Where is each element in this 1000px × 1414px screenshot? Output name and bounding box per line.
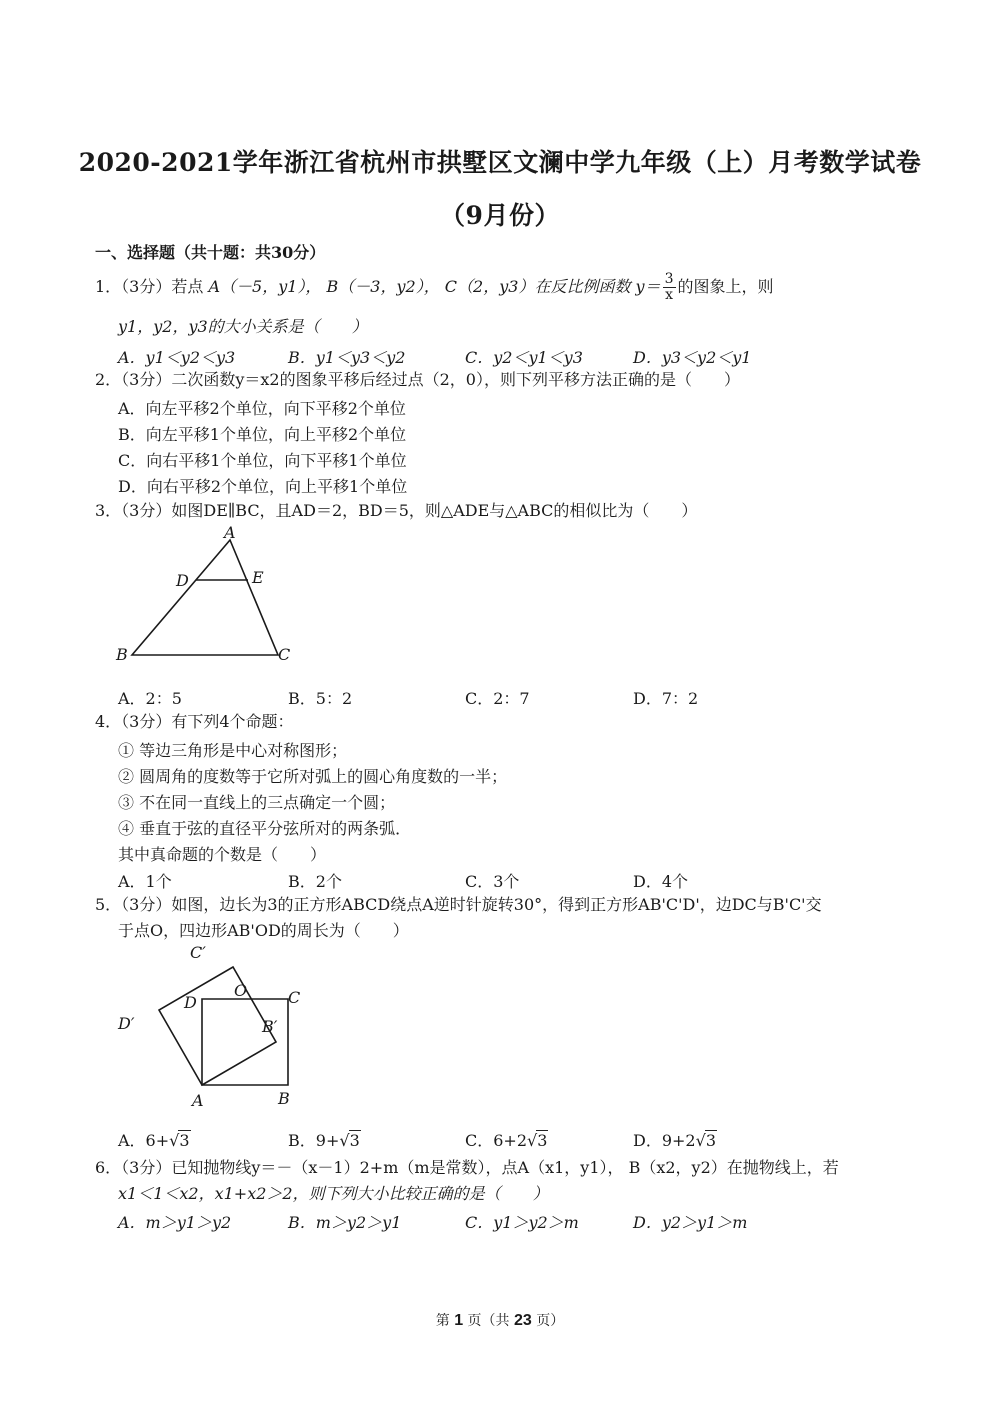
q6-option-b: B．m＞y2＞y1 bbox=[288, 1213, 402, 1232]
footer-post: 页） bbox=[536, 1313, 565, 1329]
label-a: A bbox=[192, 1091, 204, 1110]
q2-option-a: A．向左平移2个单位，向下平移2个单位 bbox=[118, 399, 406, 418]
label-c: C bbox=[288, 988, 301, 1007]
q1-function: y＝ bbox=[635, 277, 661, 296]
q4-statement-1: ① 等边三角形是中心对称图形； bbox=[118, 741, 348, 760]
section-heading: 一、选择题（共十题：共30分） bbox=[95, 243, 326, 262]
label-e: E bbox=[252, 568, 264, 587]
q4-statement-3: ③ 不在同一直线上的三点确定一个圆； bbox=[118, 793, 396, 812]
q3-option-c: C．2：7 bbox=[465, 689, 530, 708]
question-6-stem: 6．（3分）已知抛物线y＝－（x－1）2+m（m是常数），点A（x1，y1）， B（x2，y2）在抛物线上，若 bbox=[95, 1158, 839, 1177]
q6-option-d: D．y2＞y1＞m bbox=[633, 1213, 748, 1232]
question-4-stem: 4．（3分）有下列4个命题： bbox=[95, 712, 294, 731]
q3-option-a: A．2：5 bbox=[118, 689, 182, 708]
q3-option-d: D．7：2 bbox=[633, 689, 699, 708]
label-c-prime: C′ bbox=[190, 943, 206, 962]
q1-fraction bbox=[663, 272, 676, 303]
label-d: D bbox=[176, 571, 189, 590]
q4-statement-4: ④ 垂直于弦的直径平分弦所对的两条弧． bbox=[118, 819, 412, 838]
q4-option-b: B．2个 bbox=[288, 872, 342, 891]
page-subtitle: （9月份） bbox=[440, 201, 560, 230]
question-1-stem-cont: y1，y2，y3的大小关系是（ ） bbox=[118, 317, 368, 336]
page-title: 2020-2021学年浙江省杭州市拱墅区文澜中学九年级（上）月考数学试卷 bbox=[78, 148, 922, 177]
q6-option-a: A．m＞y1＞y2 bbox=[118, 1213, 232, 1232]
q4-option-d: D．4个 bbox=[633, 872, 689, 891]
q2-option-c: C．向右平移1个单位，向下平移1个单位 bbox=[118, 451, 407, 470]
q5-option-a: A．6+√3 bbox=[118, 1131, 190, 1150]
q1-frac-den: x bbox=[665, 287, 673, 303]
q1-option-b: B．y1＜y3＜y2 bbox=[288, 348, 406, 367]
question-1-stem bbox=[95, 272, 774, 303]
q5-option-b: B．9+√3 bbox=[288, 1131, 360, 1150]
question-6-stem-cont: x1＜1＜x2，x1+x2＞2，则下列大小比较正确的是（ ） bbox=[118, 1184, 549, 1203]
q5-option-c: C．6+2√3 bbox=[465, 1131, 548, 1150]
q3-triangle-figure bbox=[110, 520, 310, 670]
label-b: B bbox=[278, 1089, 290, 1108]
q1-option-d: D．y3＜y2＜y1 bbox=[633, 348, 752, 367]
q1-text-a: 1．（3分）若点 bbox=[95, 277, 204, 296]
q1-option-c: C．y2＜y1＜y3 bbox=[465, 348, 583, 367]
page-footer bbox=[0, 1310, 1000, 1330]
question-3-stem: 3．（3分）如图DE∥BC，且AD＝2，BD＝5，则△ADE与△ABC的相似比为（ ） bbox=[95, 501, 698, 520]
label-b: B bbox=[116, 645, 128, 664]
footer-mid: 页（共 bbox=[467, 1313, 510, 1329]
square-ab1c1d1 bbox=[159, 967, 276, 1085]
q4-statement-2: ② 圆周角的度数等于它所对弧上的圆心角度数的一半； bbox=[118, 767, 508, 786]
q6-option-c: C．y1＞y2＞m bbox=[465, 1213, 579, 1232]
q1-point-c: C（2，y3）在反比例函数 bbox=[444, 277, 631, 296]
label-b-prime: B′ bbox=[262, 1017, 278, 1036]
page-total: 23 bbox=[514, 1312, 532, 1329]
q3-option-b: B．5：2 bbox=[288, 689, 353, 708]
q1-point-a: A（－5，y1）， bbox=[208, 277, 322, 296]
question-5-stem-cont: 于点O，四边形AB'OD的周长为（ ） bbox=[118, 921, 409, 940]
q5-square-figure bbox=[110, 940, 330, 1112]
q1-option-a: A．y1＜y2＜y3 bbox=[118, 348, 236, 367]
q5-option-d: D．9+2√3 bbox=[633, 1131, 716, 1150]
question-2-stem: 2．（3分）二次函数y＝x2的图象平移后经过点（2，0），则下列平移方法正确的是（ ） bbox=[95, 370, 740, 389]
q2-option-b: B．向左平移1个单位，向上平移2个单位 bbox=[118, 425, 407, 444]
q2-option-d: D．向右平移2个单位，向上平移1个单位 bbox=[118, 477, 408, 496]
question-5-stem: 5．（3分）如图，边长为3的正方形ABCD绕点A逆时针旋转30°，得到正方形AB'C'D'，边DC与B'C'交 bbox=[95, 895, 822, 914]
q1-text-b: 的图象上，则 bbox=[677, 277, 774, 296]
footer-pre: 第 bbox=[435, 1313, 450, 1329]
triangle-abc bbox=[132, 540, 278, 655]
label-o: O bbox=[234, 981, 248, 1000]
q1-frac-num: 3 bbox=[664, 271, 674, 287]
q4-option-c: C．3个 bbox=[465, 872, 520, 891]
q1-point-b: B（－3，y2）， bbox=[326, 277, 440, 296]
label-d-prime: D′ bbox=[118, 1014, 135, 1033]
label-c: C bbox=[278, 645, 291, 664]
page-number: 1 bbox=[454, 1312, 464, 1329]
label-d: D bbox=[184, 993, 197, 1012]
q4-question: 其中真命题的个数是（ ） bbox=[118, 845, 327, 864]
label-a: A bbox=[224, 523, 236, 542]
q4-option-a: A．1个 bbox=[118, 872, 172, 891]
